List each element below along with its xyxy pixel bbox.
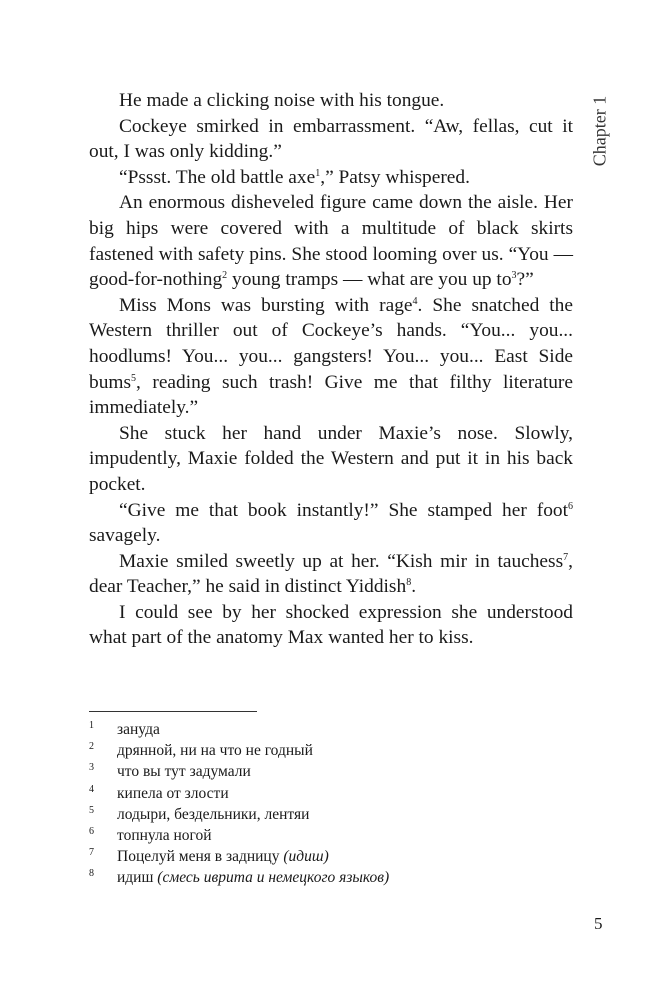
footnote-marker: 3 xyxy=(511,270,517,282)
footnotes xyxy=(89,719,509,889)
paragraph-text: . xyxy=(411,576,417,598)
chapter-label: Chapter 1 xyxy=(589,95,610,167)
footnote-text: что вы тут задумали xyxy=(117,763,251,781)
footnote-translation: Поцелуй меня в задницу xyxy=(117,848,280,866)
footnote-number: 2 xyxy=(89,741,94,753)
paragraph-text: Maxie smiled sweetly up at her. “Kish mir in tauchess xyxy=(119,550,564,572)
footnote-item xyxy=(89,761,509,782)
paragraph: I could see by her shocked expression she understood what part of the anatomy Max wanted her to kiss. xyxy=(89,601,573,649)
footnote-marker: 5 xyxy=(131,372,137,384)
paragraph xyxy=(89,190,573,292)
footnote-text: дрянной, ни на что не годный xyxy=(117,742,313,760)
body-text xyxy=(89,88,573,651)
paragraph-text: young tramps — what are you up to xyxy=(227,269,512,291)
page-number: 5 xyxy=(594,914,603,933)
footnote-number: 1 xyxy=(89,720,94,731)
footnote-text: топнула ногой xyxy=(117,827,212,845)
paragraph-text: , dear Teacher,” he said in distinct Yiddish xyxy=(89,550,573,598)
footnote-note: (смесь иврита и немецкого языков) xyxy=(157,869,390,887)
paragraph-text: . She snatched the Western thriller out of Cockeye’s hands. “You... you... hoodlums! You... you... gangsters! You... you... East Side bums xyxy=(89,294,573,393)
footnote-divider xyxy=(89,711,257,712)
footnote-marker: 6 xyxy=(568,500,573,512)
paragraph: He made a clicking noise with his tongue. xyxy=(119,90,445,111)
paragraph: She stuck her hand under Maxie’s nose. Slowly, impudently, Maxie folded the Western and put it in his back pocket. xyxy=(89,422,573,495)
footnote-item xyxy=(89,846,509,867)
footnote-item xyxy=(89,719,509,740)
footnote-item xyxy=(89,740,509,761)
footnote-note: (идиш) xyxy=(283,848,329,866)
paragraph-text: “Pssst. The old battle axe xyxy=(119,166,316,188)
paragraph-text: An enormous disheveled figure came down the aisle. Her big hips were covered with a multitude of black skirts fastened with safety pins. She stood looming over us. “You — good-for-nothing xyxy=(89,192,573,291)
footnote-marker: 2 xyxy=(222,270,228,282)
footnote-number: 5 xyxy=(89,804,94,816)
paragraph-text: savagely. xyxy=(89,525,161,547)
footnote-marker: 4 xyxy=(412,295,418,307)
footnote-item xyxy=(89,783,509,804)
footnote-marker: 7 xyxy=(563,551,569,563)
paragraph-text: “Give me that book instantly!” She stamped her foot xyxy=(119,499,568,521)
footnote-number: 7 xyxy=(89,847,94,859)
footnote-text xyxy=(117,867,389,888)
footnote-text: зануда xyxy=(117,721,160,738)
footnote-number: 6 xyxy=(89,826,94,838)
footnote-number: 8 xyxy=(89,868,94,880)
footnote-item xyxy=(89,804,509,825)
chapter-running-head xyxy=(576,85,624,177)
paragraph xyxy=(89,498,573,549)
footnote-translation: идиш xyxy=(117,869,154,887)
paragraph xyxy=(89,165,573,191)
footnote-number: 4 xyxy=(89,783,94,795)
paragraph xyxy=(89,549,573,600)
paragraph: Cockeye smirked in embarrassment. “Aw, fellas, cut it out, I was only kidding.” xyxy=(89,115,573,163)
paragraph-text: , reading such trash! Give me that filthy literature immediately.” xyxy=(89,371,573,419)
footnote-text xyxy=(117,846,329,867)
paragraph-text: ,” Patsy whispered. xyxy=(320,166,470,188)
footnote-item xyxy=(89,825,509,846)
paragraph-text: ?” xyxy=(516,269,534,291)
paragraph xyxy=(89,293,573,421)
paragraph-text: Miss Mons was bursting with rage xyxy=(119,294,413,316)
footnote-item xyxy=(89,867,509,888)
footnote-text: кипела от злости xyxy=(117,784,229,802)
footnote-text: лодыри, бездельники, лентяи xyxy=(117,805,310,823)
footnote-number: 3 xyxy=(89,762,94,774)
footnote-marker: 1 xyxy=(315,167,321,179)
footnote-marker: 8 xyxy=(406,577,412,589)
